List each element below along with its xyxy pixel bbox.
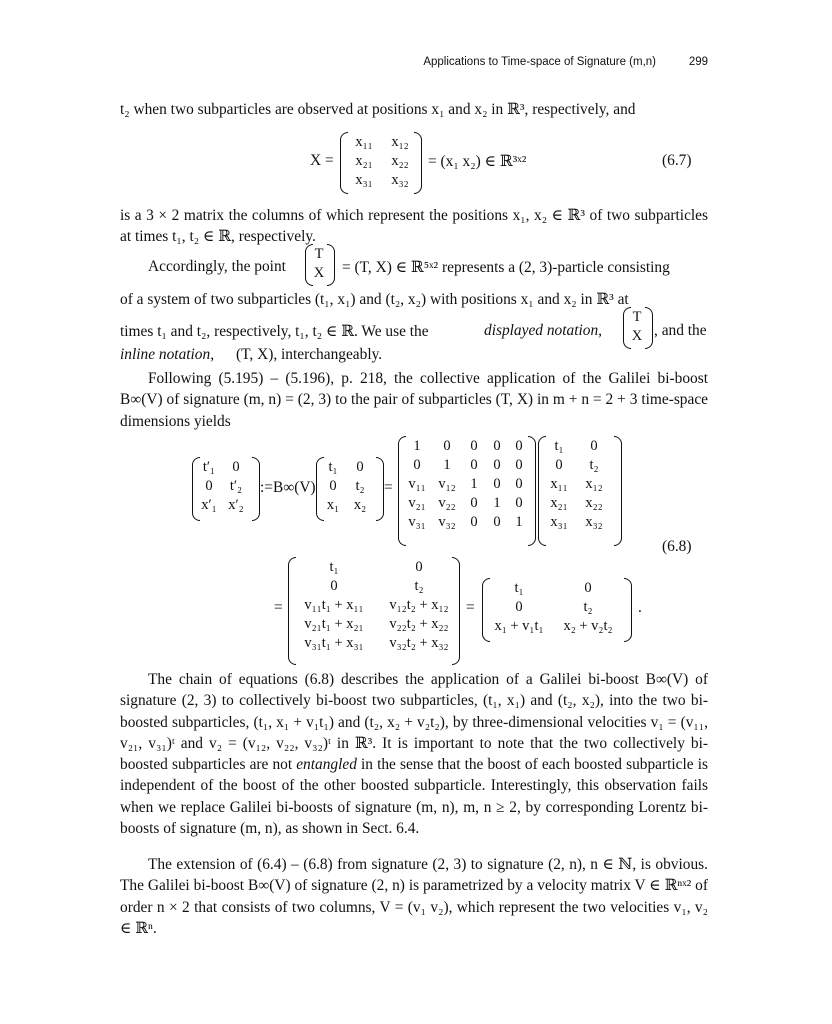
matrix-cell: x′₂ [228,497,244,513]
eq67-rhs: = (x₁ x₂) ∈ ℝ³ˣ² [428,153,527,170]
bracket-right [414,132,422,194]
bracket-right [252,457,260,521]
matrix-cell: 0 [232,459,240,475]
matrix-cell: v₁₂ [438,476,456,492]
p3-part-d: times t₁ and t₂, respectively, t₁, t₂ ∈ ℝ. We use the [120,323,429,340]
matrix-cell: X [313,265,325,281]
eq68-equals-1: = [384,479,393,496]
matrix-cell: t₂ [414,578,424,594]
matrix-cell: t′₁ [202,459,216,475]
running-title: Applications to Time-space of Signature (m,n) [423,56,656,68]
p3-inline-notation: inline notation, [120,346,215,363]
matrix-cell: 0 [415,559,423,575]
matrix-cell: t₁ [514,580,524,596]
matrix-cell: 0 [590,438,598,454]
matrix-cell: x₃₂ [391,172,409,188]
matrix-cell: v₁₁ [408,476,426,492]
matrix-cell: t₁ [554,438,564,454]
p3-part-f: (T, X), interchangeably. [236,346,383,363]
matrix-cell: 1 [470,476,478,492]
bracket-right [645,307,653,349]
matrix-cell: x₂ [353,497,367,513]
matrix-cell: 0 [470,514,478,530]
matrix-cell: v₂₂ [438,495,456,511]
p3-part-e: , and the [654,322,707,339]
eq67-lhs: X = [310,152,334,169]
point-matrix-inline [628,308,646,346]
p3-displayed-notation: displayed notation, [484,322,602,339]
matrix-cell: v₂₁t₁ + x₂₁ [304,616,364,632]
matrix-cell: x₂₂ [585,495,603,511]
paragraph-5-part-a: The chain of equations (6.8) describes the application of a Galilei bi-boost B∞(V) of signature (2, 3) to collectively bi-boost two subparticles, (t₁, x₁) and (t₂, x₂), into the two bi-boosted subparticles, (t₁, x₁ + v₁t₁) and (t₂, x₂ + v₂t₂), by three-dimensional velocities v₁ = (v₁₁, v₂₁, v₃₁)ᵗ and v₂ = (v₁₂, v₂₂, v₃₂)ᵗ in ℝ³. It is important to note that the two collectively bi-boosted subparticles are not [120,671,708,774]
matrix-cell: 0 [356,459,364,475]
matrix-cell: 0 [515,457,523,473]
matrix-cell: T [632,309,642,325]
eq68-equals-2: = [274,599,283,616]
matrix-cell: 0 [493,476,501,492]
matrix-cell: t₁ [329,559,339,575]
eq68-final-matrix [486,579,624,636]
matrix-cell: 0 [555,457,563,473]
eq68-label: (6.8) [662,538,692,555]
matrix-cell: 0 [515,495,523,511]
matrix-cell: x₁₁ [355,134,373,150]
matrix-cell: t₁ [328,459,338,475]
eq68-operator: :=B∞(V) [260,479,316,496]
matrix-cell: 0 [515,476,523,492]
matrix-cell: t₂ [355,478,365,494]
matrix-cell: 0 [443,438,451,454]
matrix-cell: 0 [470,495,478,511]
point-matrix [310,245,328,283]
matrix-cell: 0 [515,438,523,454]
matrix-cell: 0 [470,438,478,454]
bracket-right [624,578,632,642]
matrix-cell: v₃₁t₁ + x₃₁ [304,635,364,651]
bracket-right [614,436,622,546]
p3-part-c: of a system of two subparticles (t₁, x₁) and (t₂, x₂) with positions x₁ and x₂ in ℝ³ at [120,291,629,308]
paragraph-5 [120,669,708,839]
matrix-cell: 1 [413,438,421,454]
matrix-cell: v₃₂ [438,514,456,530]
eq67-label: (6.7) [662,152,692,169]
matrix-cell: x₂ + v₂t₂ [563,618,613,634]
matrix-cell: 0 [470,457,478,473]
paragraph-5-emphasis: entangled [296,756,357,774]
matrix-cell: x₃₁ [550,514,568,530]
matrix-cell: x₂₂ [391,153,409,169]
matrix-cell: 0 [329,478,337,494]
paragraph-5-part-b: in the sense that the boost of each boosted subparticle is independent of the boost of the other boosted subparticle. Interestingly, this observation fails when we replace Galilei bi-boosts of signature (m, n), m, n ≥ 2, by corresponding Lorentz bi-boosts of signature (m, n), as shown in Sect. 6.4. [120,756,708,838]
bracket-right [528,436,536,546]
eq68-lhs-matrix [196,458,250,515]
p3-part-a: Accordingly, the point [148,258,286,275]
matrix-cell: 0 [205,478,213,494]
matrix-cell: t₂ [589,457,599,473]
bracket-right [452,557,460,665]
matrix-cell: 0 [413,457,421,473]
eq68-boost-matrix [402,437,530,532]
matrix-cell: 1 [515,514,523,530]
matrix-cell: 1 [443,457,451,473]
matrix-cell: x₃₁ [355,172,373,188]
matrix-cell: v₂₁ [408,495,426,511]
paragraph-1: t₂ when two subparticles are observed at positions x₁ and x₂ in ℝ³, respectively, and [120,101,636,118]
paragraph-4: Following (5.195) – (5.196), p. 218, the collective application of the Galilei bi-boost B∞(V) of signature (m, n) = (2, 3) to the pair of subparticles (T, X) in m + n = 2 + 3 time-space dimensions yields [120,370,708,430]
bracket-right [327,244,335,286]
matrix-cell: T [314,246,324,262]
matrix-cell: v₁₂t₂ + x₁₂ [389,597,449,613]
matrix-cell: 1 [493,495,501,511]
matrix-cell: x′₁ [201,497,217,513]
matrix-cell: x₁ [326,497,340,513]
eq67-matrix [346,133,418,190]
paragraph-2: is a 3 × 2 matrix the columns of which represent the positions x₁, x₂ ∈ ℝ³ of two subparticles at times t₁, t₂ ∈ ℝ, respectively. [120,207,708,246]
matrix-cell: v₂₂t₂ + x₂₂ [389,616,449,632]
matrix-cell: x₁ + v₁t₁ [494,618,544,634]
matrix-cell: v₁₁t₁ + x₁₁ [304,597,364,613]
matrix-cell: t′₂ [229,478,243,494]
matrix-cell: 0 [584,580,592,596]
eq68-period: . [638,599,642,616]
eq68-vector-matrix [542,437,612,532]
matrix-cell: v₃₁ [408,514,426,530]
paragraph-6: The extension of (6.4) – (6.8) from signature (2, 3) to signature (2, n), n ∈ ℕ, is obvious. The Galilei bi-boost B∞(V) of signature (2, n) is parametrized by a velocity matrix V ∈ ℝⁿˣ² of order n × 2 that consists of two columns, V = (v₁ v₂), which represent the two velocities v₁, v₂ ∈ ℝⁿ. [120,856,708,937]
matrix-cell: x₃₂ [585,514,603,530]
matrix-cell: 0 [330,578,338,594]
eq68-arg-matrix [320,458,374,515]
running-header [120,56,708,74]
eq68-equals-3: = [466,599,475,616]
matrix-cell: X [631,328,643,344]
matrix-cell: x₂₁ [550,495,568,511]
matrix-cell: x₁₂ [391,134,409,150]
eq68-mid-matrix [292,558,462,653]
matrix-cell: v₃₂t₂ + x₃₂ [389,635,449,651]
bracket-right [376,457,384,521]
matrix-cell: x₂₁ [355,153,373,169]
matrix-cell: x₁₁ [550,476,568,492]
matrix-cell: 0 [493,514,501,530]
matrix-cell: t₂ [583,599,593,615]
matrix-cell: 0 [515,599,523,615]
matrix-cell: 0 [493,457,501,473]
page-number: 299 [688,56,708,68]
matrix-cell: x₁₂ [585,476,603,492]
p3-part-b: = (T, X) ∈ ℝ⁵ˣ² represents a (2, 3)-particle consisting [342,259,670,276]
matrix-cell: 0 [493,438,501,454]
